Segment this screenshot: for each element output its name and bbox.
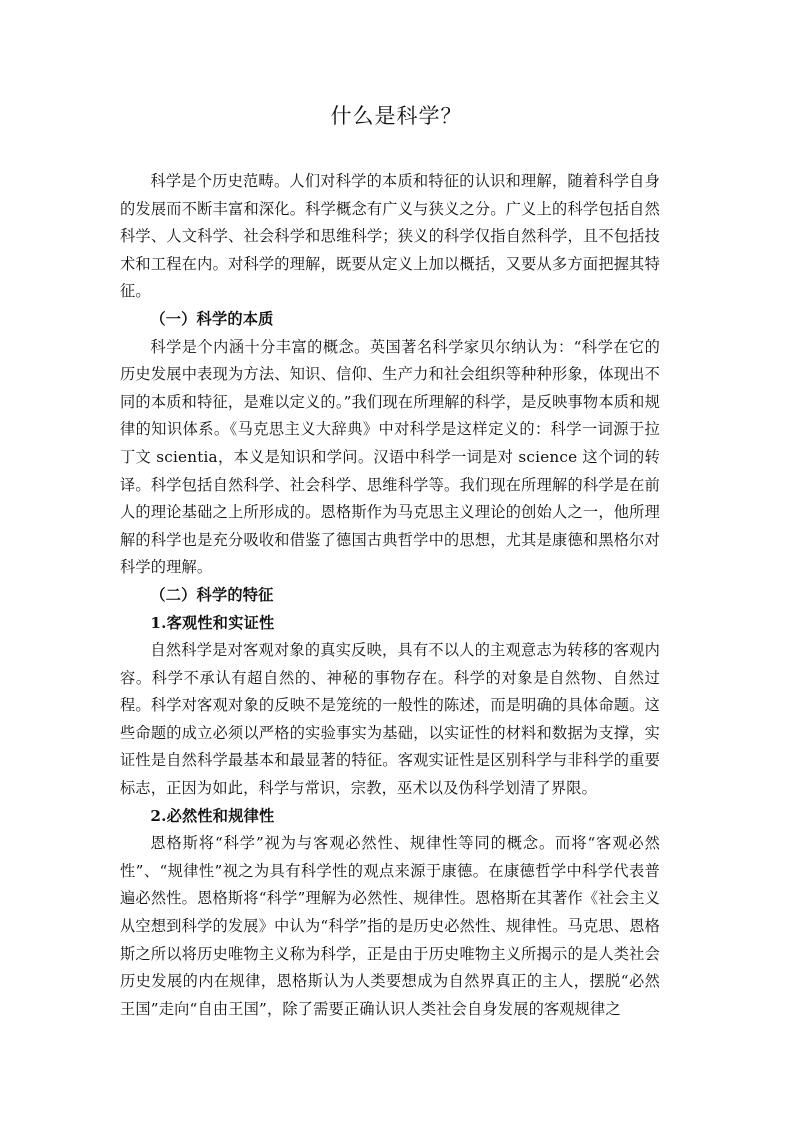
document-body [120,168,660,1023]
subheading-objectivity: 1.客观性和实证性 [150,613,275,632]
objectivity-paragraph: 自然科学是对客观对象的真实反映，具有不以人的主观意志为转移的客观内容。科学不承认有超自然的、神秘的事物存在。科学的对象是自然物、自然过程。科学对客观对象的反映不是笼统的一般性的陈述，而是明确的具体命题。这些命题的成立必须以严格的实验事实为基础，以实证性的材料和数据为支撑，实证性是自然科学最基本和最显著的特征。客观实证性是区别科学与非科学的重要标志，正因为如此，科学与常识，宗教，巫术以及伪科学划清了界限。 [120,641,660,798]
necessity-paragraph: 恩格斯将“科学”视为与客观必然性、规律性等同的概念。而将“客观必然性”、“规律性”视之为具有科学性的观点来源于康德。在康德哲学中科学代表普遍必然性。恩格斯将“科学”理解为必然性、规律性。恩格斯在其著作《社会主义从空想到科学的发展》中认为“科学”指的是历史必然性、规律性。马克思、恩格斯之所以将历史唯物主义称为科学，正是由于历史唯物主义所揭示的是人类社会历史发展的内在规律，恩格斯认为人类要想成为自然界真正的主人，摆脱“必然王国”走向“自由王国”，除了需要正确认识人类社会自身发展的客观规律之 [120,834,660,1018]
section-heading-essence: （一）科学的本质 [150,309,274,328]
subheading-necessity: 2.必然性和规律性 [150,806,275,825]
essence-paragraph: 科学是个内涵十分丰富的概念。英国著名科学家贝尔纳认为：“科学在它的历史发展中表现为方法、知识、信仰、生产力和社会组织等种种形象，体现出不同的本质和特征，是难以定义的。”我们现在所理解的科学，是反映事物本质和规律的知识体系。《马克思主义大辞典》中对科学是这样定义的：科学一词源于拉丁文 scientia，本义是知识和学问。汉语中科学一词是对 science 这个词的转译。科学包括自然科学、社会科学、思维科学等。我们现在所理解的科学是在前人的理论基础之上所形成的。恩格斯作为马克思主义理论的创始人之一，他所理解的科学也是充分吸收和借鉴了德国古典哲学中的思想，尤其是康德和黑格尔对科学的理解。 [120,337,660,577]
page-title: 什么是科学？ [330,104,463,128]
intro-paragraph: 科学是个历史范畴。人们对科学的本质和特征的认识和理解，随着科学自身的发展而不断丰富和深化。科学概念有广义与狭义之分。广义上的科学包括自然科学、人文科学、社会科学和思维科学；狭义的科学仅指自然科学，且不包括技术和工程在内。对科学的理解，既要从定义上加以概括，又要从多方面把握其特征。 [120,172,660,301]
section-heading-features: （二）科学的特征 [150,585,274,604]
